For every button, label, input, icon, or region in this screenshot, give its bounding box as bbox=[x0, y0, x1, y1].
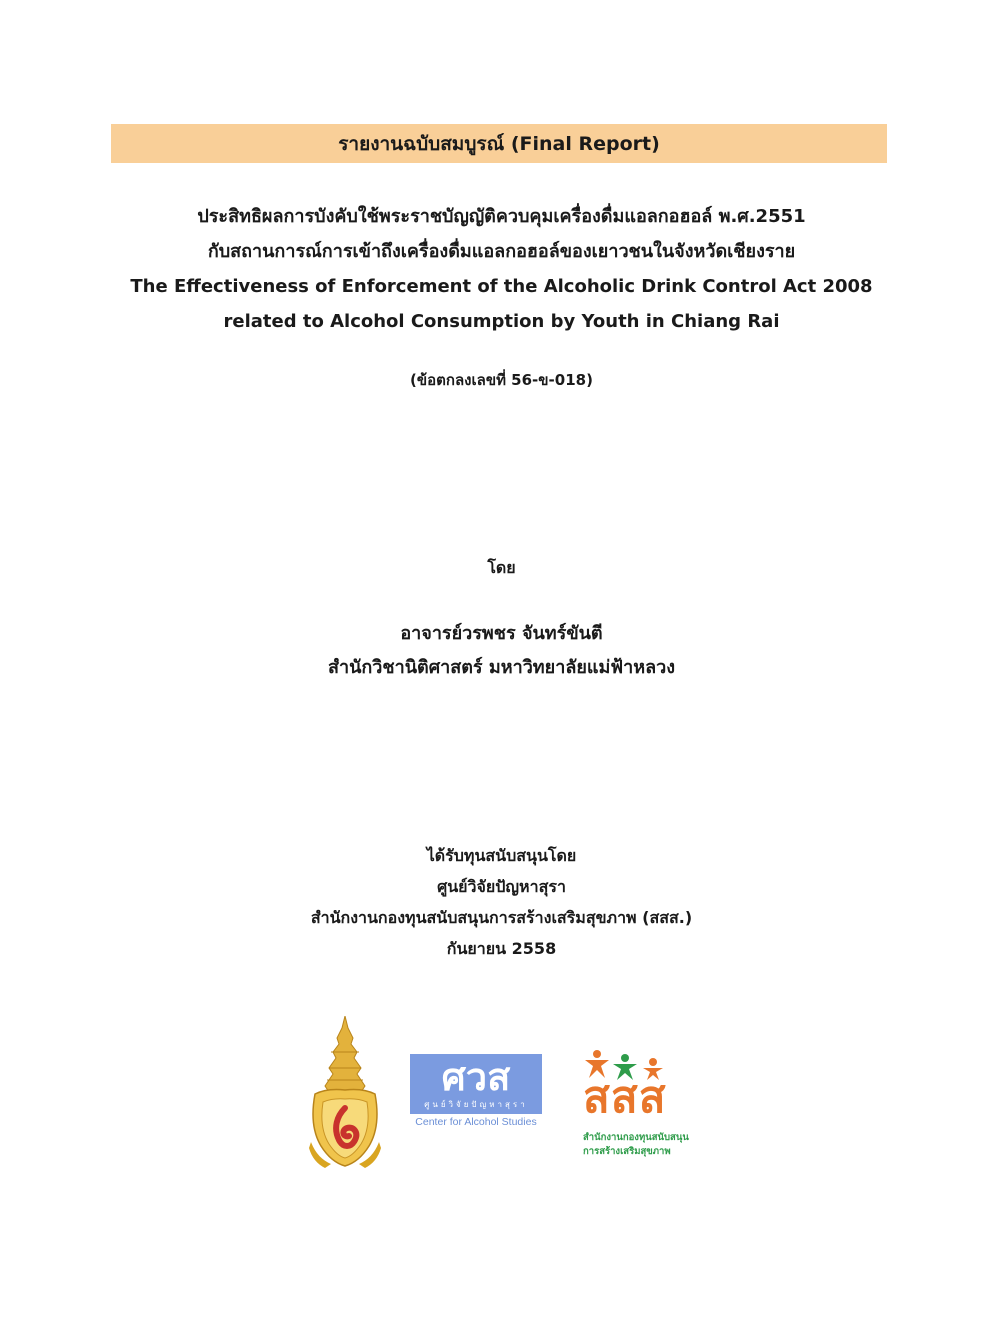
funding-block bbox=[0, 840, 1003, 964]
publication-date: กันยายน 2558 bbox=[446, 939, 557, 958]
title-thai-line-1: ประสิทธิผลการบังคับใช้พระราชบัญญัติควบคุมเครื่องดื่มแอลกอฮอล์ พ.ศ.2551 bbox=[197, 206, 806, 227]
title-english-line-2: related to Alcohol Consumption by Youth in Chiang Rai bbox=[223, 311, 780, 332]
author-affiliation: สำนักวิชานิติศาสตร์ มหาวิทยาลัยแม่ฟ้าหลวง bbox=[327, 657, 676, 678]
thaihealth-name-line-1: สำนักงานกองทุนสนับสนุน bbox=[583, 1132, 689, 1143]
report-banner bbox=[111, 124, 887, 163]
report-type-title: รายงานฉบับสมบูรณ์ (Final Report) bbox=[338, 132, 660, 155]
cas-logo-box bbox=[410, 1054, 542, 1114]
thaihealth-name-line-2: การสร้างเสริมสุขภาพ bbox=[583, 1146, 671, 1157]
contract-number: (ข้อตกลงเลขที่ 56-ข-018) bbox=[410, 371, 593, 389]
title-english-line-1: The Effectiveness of Enforcement of the Alcoholic Drink Control Act 2008 bbox=[130, 276, 873, 297]
report-title bbox=[0, 199, 1003, 339]
funding-line-3: สำนักงานกองทุนสนับสนุนการสร้างเสริมสุขภาพ (สสส.) bbox=[310, 908, 693, 927]
cas-thai-mark: ศวส bbox=[441, 1055, 511, 1099]
logo-row bbox=[0, 1016, 1003, 1176]
title-thai-line-2: กับสถานการณ์การเข้าถึงเครื่องดื่มแอลกอฮอล์ของเยาวชนในจังหวัดเชียงราย bbox=[207, 241, 796, 262]
thaihealth-mark: สสส bbox=[583, 1072, 667, 1123]
cas-logo bbox=[410, 1054, 542, 1138]
thaihealth-logo bbox=[583, 1048, 708, 1172]
author-block bbox=[0, 617, 1003, 685]
by-label: โดย bbox=[487, 558, 516, 577]
funding-line-1: ได้รับทุนสนับสนุนโดย bbox=[426, 846, 577, 865]
author-name: อาจารย์วรพชร จันทร์ขันตี bbox=[400, 623, 603, 644]
mfu-emblem-logo bbox=[307, 1016, 383, 1170]
cas-english-name: Center for Alcohol Studies bbox=[415, 1116, 537, 1128]
cas-thai-small-text: ศูนย์วิจัยปัญหาสุรา bbox=[424, 1100, 528, 1109]
funding-line-2: ศูนย์วิจัยปัญหาสุรา bbox=[437, 877, 566, 896]
